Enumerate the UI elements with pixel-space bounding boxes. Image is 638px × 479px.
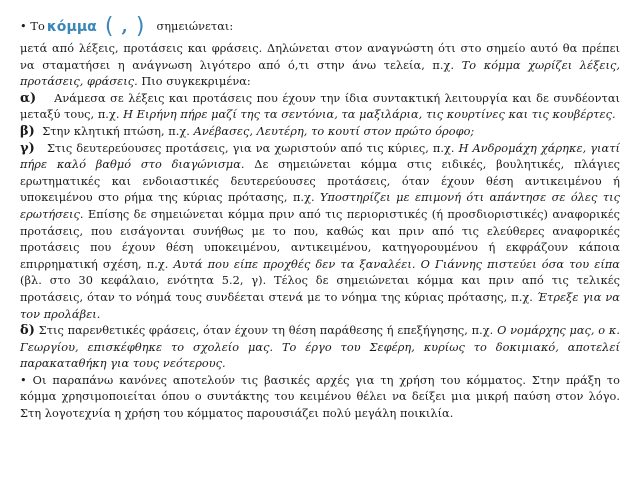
- rule-a-text: Ανάμεσα σε λέξεις και προτάσεις που έχουν την ίδια συντακτική λειτουργία και δε συνδέονται μεταξύ τους, π.χ.: [20, 91, 620, 122]
- intro-line: [20, 14, 620, 40]
- document-body: [20, 14, 620, 423]
- rule-g-example-4: Έτρεξε για να τον προλάβει.: [20, 290, 620, 321]
- rule-a-example: Η Ειρήνη πήρε μαζί της τα σεντόνια, τα μαξιλάρια, τις κουρτίνες και τις κουβέρτες.: [123, 108, 616, 122]
- definition-tail: Πιο συγκεκριμένα:: [141, 75, 251, 89]
- closing-bullet: •: [20, 373, 27, 387]
- rule-d-marker: δ): [20, 323, 35, 339]
- rule-g-example-2: Υποστηρίζει με επιμονή ότι απάντησε σε όλες τις ερωτήσεις.: [20, 191, 620, 221]
- closing-text: Οι παραπάνω κανόνες αποτελούν τις βασικές αρχές για τη χρήση του κόμματος. Στην πράξη το κόμμα χρησιμοποιείται όπου ο συντάκτης του κειμένου θέλει να δείξει μια μικρή παύση στον λόγο. Στη λογοτεχνία η χρήση του κόμματος παρουσιάζει πολύ μεγάλη ποικιλία.: [20, 373, 620, 421]
- rule-g-text-3: Επίσης δε σημειώνεται κόμμα πριν από τις περιοριστικές (ή προσδιοριστικές) αναφορικές προτάσεις, που εισάγονται συνήθως με το που, καθώς και πριν από τις ελεύθερες αναφορικές προτάσεις που έχουν θέση υποκειμένου, αντικειμένου, κατηγορουμένου ή εκφράζουν κάποια επιρρηματική σχέση, π.χ.: [20, 207, 620, 271]
- rule-g-text-4: (βλ. στο 30 κεφάλαιο, ενότητα 5.2, γ). Τέλος δε σημειώνεται κόμμα και πριν από τις τελικές προτάσεις, όταν το νόημά τους συνδέεται στενά με το νόημα της κύριας πρότασης, π.χ.: [20, 274, 620, 304]
- paragraph-definition: [20, 41, 620, 91]
- rule-g-text-1: Στις δευτερεύουσες προτάσεις, για να χωριστούν από τις κύριες, π.χ.: [47, 141, 455, 155]
- rule-d: [20, 323, 620, 373]
- intro-lead: Το: [30, 19, 45, 33]
- comma-keyword: κόμμα: [46, 18, 97, 35]
- rule-b-marker: β): [20, 123, 35, 139]
- rule-g-text-2: Δε σημειώνεται κόμμα στις ειδικές, βουλητικές, πλάγιες ερωτηματικές και ενδοιαστικές δευτερεύουσες προτάσεις, όταν έχουν θέση αντικειμένου ή υποκειμένου στο ρήμα της κύριας πρότασης, π.χ.: [20, 158, 620, 205]
- rule-b-example: Ανέβασες, Λευτέρη, το κουτί στον πρώτο όροφο;: [193, 124, 475, 138]
- rule-g-example-3: Αυτά που είπε προχθές δεν τα ξαναλέει. Ο Γιάννης πιστεύει όσα του είπα: [173, 257, 620, 271]
- rule-g: [20, 141, 620, 324]
- rule-d-text: Στις παρενθετικές φράσεις, όταν έχουν τη θέση παράθεσης ή επεξήγησης, π.χ.: [38, 324, 494, 338]
- rule-b: [20, 124, 620, 141]
- definition-example: Το κόμμα χωρίζει λέξεις, προτάσεις, φράσεις.: [20, 58, 620, 89]
- intro-bullet: •: [20, 19, 27, 33]
- definition-text: μετά από λέξεις, προτάσεις και φράσεις. Δηλώνεται στον αναγνώστη ότι στο σημείο αυτό θα πρέπει να σταματήσει η ανάγνωση λιγότερο από ό,τι στην άνω τελεία, π.χ.: [20, 42, 620, 72]
- rule-g-example-1: Η Ανδρομάχη χάρηκε, γιατί πήρε καλό βαθμό στο διαγώνισμα.: [20, 141, 620, 172]
- rule-a: [20, 91, 620, 124]
- rule-g-marker: γ): [20, 140, 35, 156]
- comma-glyph: ,: [121, 15, 128, 37]
- closing-paragraph: [20, 373, 620, 423]
- paren-open-glyph: (: [104, 13, 114, 39]
- rule-d-example: Ο νομάρχης μας, ο κ. Γεωργίου, επισκέφθηκε το σχολείο μας. Το έργο του Σεφέρη, κυρίως το δοκιμιακό, αποτελεί παρακαταθήκη για τους νεότερους.: [20, 324, 620, 371]
- rule-a-marker: α): [20, 90, 37, 106]
- paren-close-glyph: ): [135, 13, 145, 39]
- rule-b-text: Στην κλητική πτώση, π.χ.: [42, 124, 190, 138]
- intro-tail: σημειώνεται:: [156, 19, 234, 33]
